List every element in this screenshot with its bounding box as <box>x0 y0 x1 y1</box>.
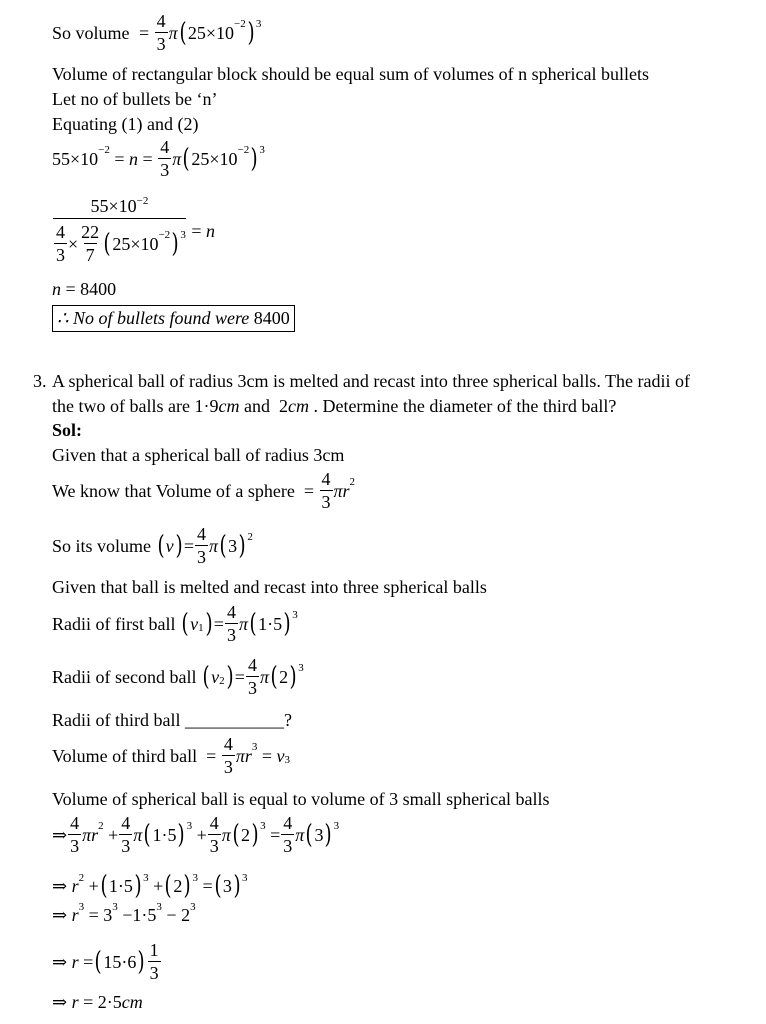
given-line: Given that a spherical ball of radius 3cm <box>52 445 345 465</box>
sol-label: Sol: <box>52 420 83 440</box>
radius-one: 1·9 <box>194 396 219 416</box>
volume-sphere-formula: We know that Volume of a sphere = $\frac{4}{3}$ πr $^2$ <box>52 469 356 512</box>
result-n-line: n = 8400 <box>52 279 117 299</box>
final-answer: ⇒ r = 2·5 cm <box>52 992 143 1012</box>
block-volume-line: Volume of rectangular block should be equal sum of volumes of n spherical bullets <box>52 64 650 84</box>
let-bullets-line: Let no of bullets be ‘n’ <box>52 89 218 109</box>
volume-third-ball-line: Volume of third ball = $\frac{4}{3}$ πr $^3$ = v $_3$ <box>52 734 290 777</box>
equal-volume-line: Volume of spherical ball is equal to volume of 3 small spherical balls <box>52 789 550 809</box>
so-volume-label: So volume <box>52 22 130 43</box>
result-n-value: 8400 <box>80 279 117 299</box>
question-number: 3. <box>33 371 47 391</box>
its-volume-line: So its volume ( v ) = $\frac{4}{3}$ π ( 3 ) $^2$ <box>52 524 253 567</box>
third-ball-line: Radii of third ball ___________? <box>52 710 292 730</box>
fraction-solve-n: $55\times 10^{-2}$ $\frac{4}{3}$ × $\frac{22}{7}$ ( 25×10 $^{-2}$ ) $^3$ <box>53 197 186 264</box>
recast-line: Given that ball is melted and recast into three spherical balls <box>52 577 487 597</box>
boxed-answer <box>52 305 295 332</box>
step-1: ⇒ $\frac{4}{3}$ πr $^2$ + $\frac{4}{3}$ π ( 1·5 ) $^3$ + $\frac{4}{3}$ π ( 2 ) $^3$ = $\frac{4}{3}$ π ( 3 ) $^3$ <box>52 813 340 856</box>
equating-line: Equating (1) and (2) <box>52 114 199 134</box>
step-3: ⇒ r $^3$ = 3 $^3$ −1·5 $^3$ − 2 $^3$ <box>52 900 196 925</box>
step-2: ⇒ r $^2$ + ( 1·5 ) $^3$ + ( 2 ) $^3$ = ( 3 ) $^3$ <box>52 871 248 901</box>
second-ball-line: Radii of second ball ( v $_2$ ) = $\frac{4}{3}$ π ( 2 ) $^3$ <box>52 655 304 698</box>
boxed-answer-text: ∴ No of bullets found were <box>57 308 250 328</box>
fraction-four-thirds: $\frac{4}{3}$ <box>156 11 166 54</box>
first-ball-line: Radii of first ball ( v $_1$ ) = $\frac{4}{3}$ π ( 1·5 ) $^3$ <box>52 602 298 645</box>
question-text-line1: A spherical ball of radius 3cm is melted and recast into three spherical balls. The radii of <box>52 371 690 391</box>
question-text-line2: the two of balls are 1·9 cm and 2 cm . Determine the diameter of the third ball? <box>52 396 617 416</box>
so-volume-line: So volume = $\frac{4}{3}$ π ( 25×10 $^{-2}$ ) $^3$ <box>52 11 262 54</box>
boxed-answer-value: 8400 <box>253 308 290 328</box>
radius-two: 2 <box>278 396 288 416</box>
step-4: ⇒ r = ( 15·6 ) $\frac{1}{3}$ <box>52 940 159 983</box>
final-value: 2·5 <box>97 992 122 1012</box>
equation-solve-n: $55\times 10^{-2}$ $\frac{4}{3}$ × $\frac{22}{7}$ ( 25×10 $^{-2}$ ) $^3$ = n <box>52 197 215 264</box>
equation-equating: 55×10 $^{-2}$ = n = $\frac{4}{3}$ π ( 25×10 $^{-2}$ ) $^3$ <box>52 137 265 180</box>
